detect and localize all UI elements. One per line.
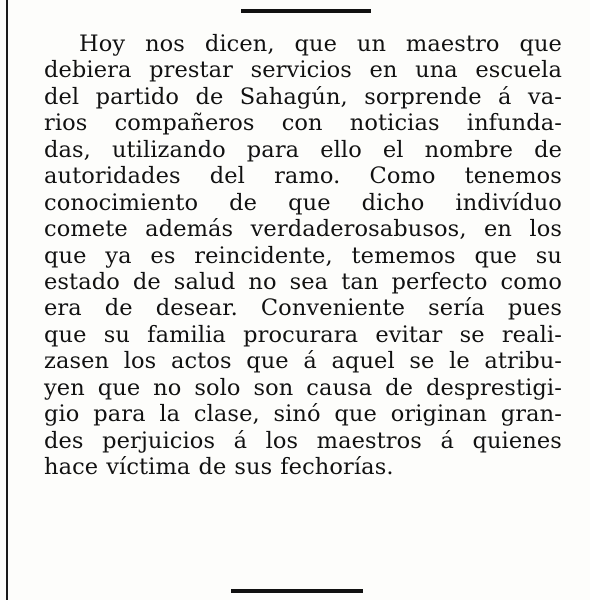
column-rule: [6, 0, 8, 600]
article-line: estado de salud no sea tan perfecto como: [44, 268, 562, 295]
section-divider-bottom: [231, 589, 363, 593]
article-line: conocimiento de que dicho indivíduo: [44, 189, 562, 216]
article-line: que ya es reincidente, tememos que su: [44, 242, 562, 269]
article-line: des perjuicios á los maestros á quienes: [44, 427, 562, 454]
article-line: yen que no solo son causa de desprestigi-: [44, 374, 562, 401]
article-body: [44, 31, 562, 480]
article-line: que su familia procurara evitar se reali-: [44, 321, 562, 348]
article-line: debiera prestar servicios en una escuela: [44, 57, 562, 84]
article-line: zasen los actos que á aquel se le atribu-: [44, 348, 562, 375]
article-line: hace víctima de sus fechorías.: [44, 454, 394, 480]
article-line: autoridades del ramo. Como tenemos: [44, 163, 562, 190]
section-divider-top: [241, 9, 371, 13]
article-line: Hoy nos dicen, que un maestro que: [79, 31, 562, 57]
article-line: rios compañeros con noticias infunda-: [44, 110, 562, 137]
article-line: das, utilizando para ello el nombre de: [44, 136, 562, 163]
article-line: gio para la clase, sinó que originan gran-: [44, 401, 562, 428]
article-line: era de desear. Conveniente sería pues: [44, 295, 562, 322]
article-line: del partido de Sahagún, sorprende á va-: [44, 83, 562, 110]
article-line: comete además verdaderosabusos, en los: [44, 216, 562, 243]
